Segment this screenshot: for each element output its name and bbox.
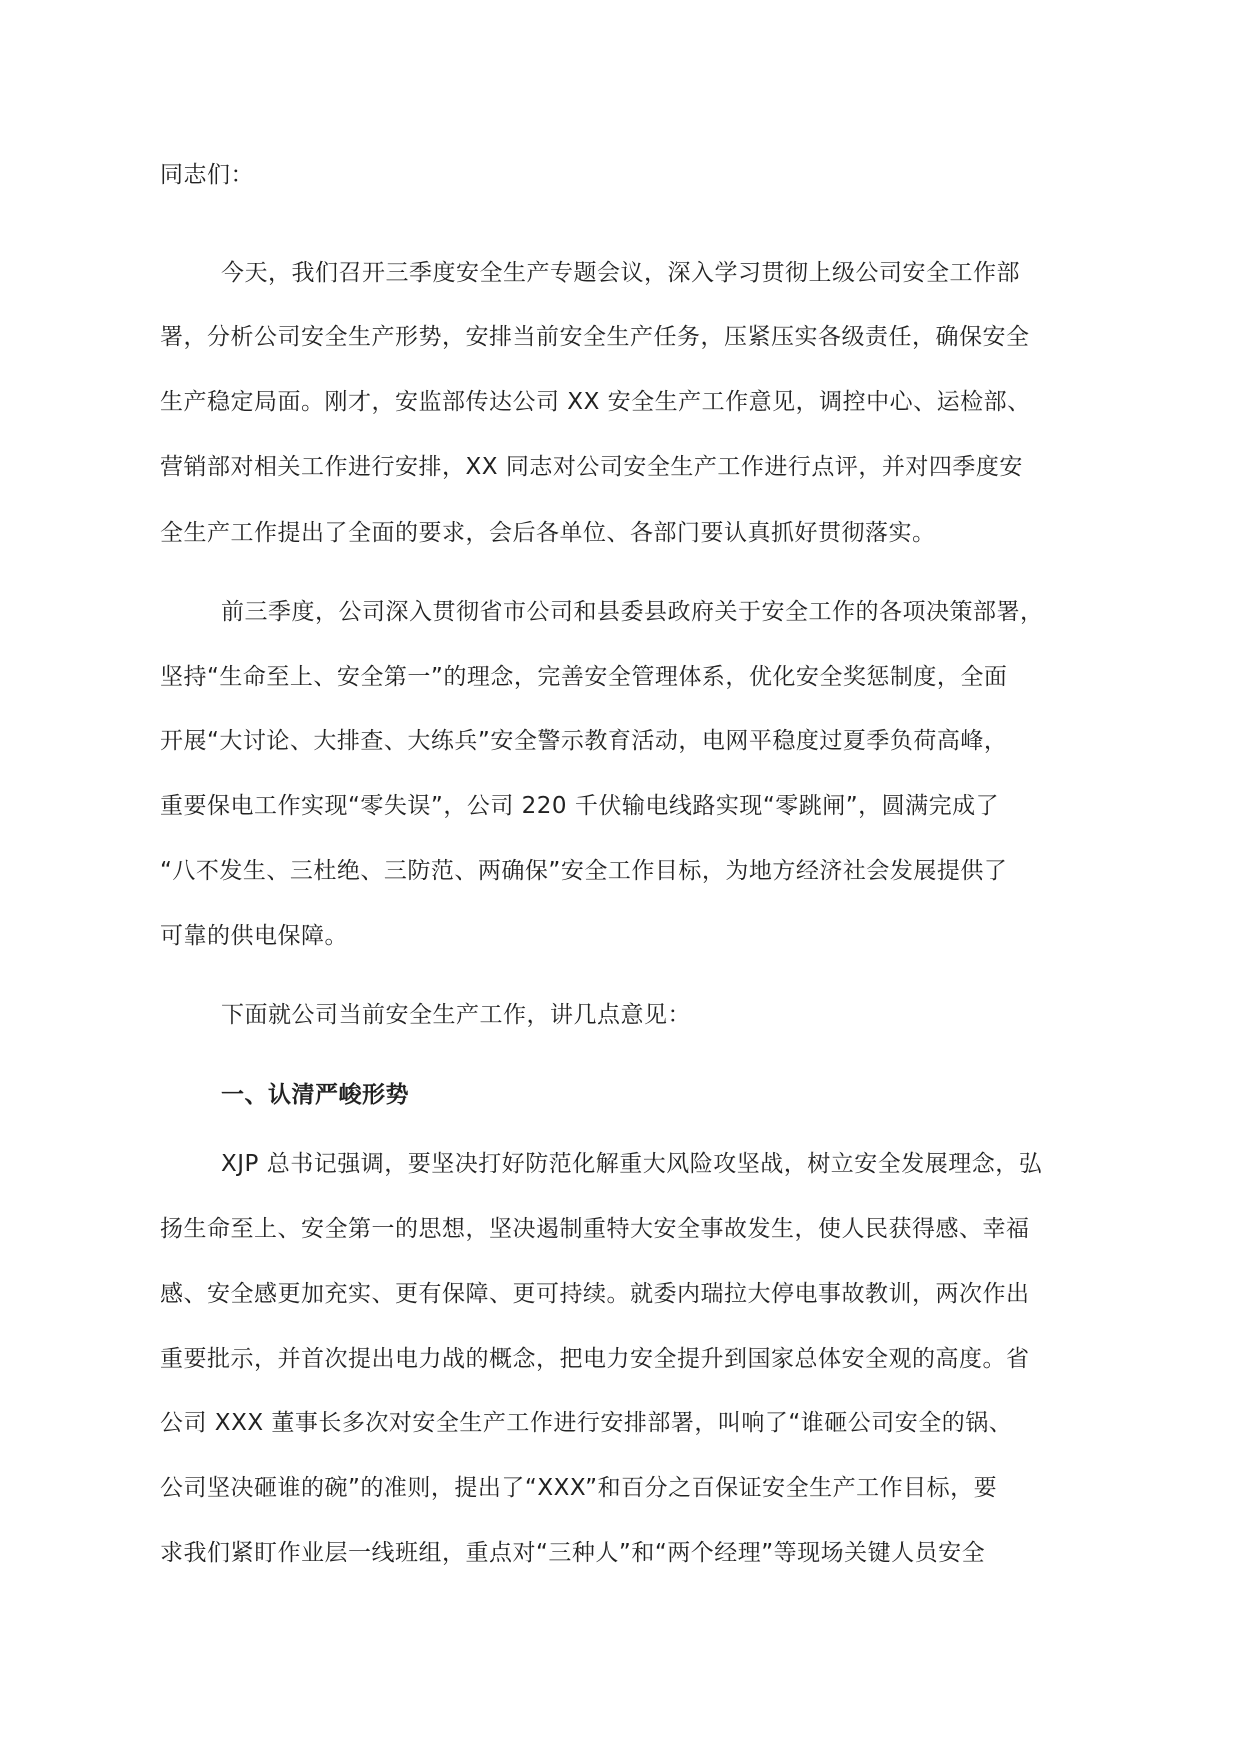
paragraph-line: 署，分析公司安全生产形势，安排当前安全生产任务，压紧压实各级责任，确保安全: [160, 324, 1030, 350]
salutation: 同志们：: [160, 162, 254, 188]
paragraph-line: 感、安全感更加充实、更有保障、更可持续。就委内瑞拉大停电事故教训，两次作出: [160, 1281, 1030, 1307]
paragraph-line: 下面就公司当前安全生产工作，讲几点意见：: [221, 1002, 691, 1028]
paragraph-line: 营销部对相关工作进行安排，XX 同志对公司安全生产工作进行点评，并对四季度安: [160, 454, 1023, 480]
paragraph-line: 公司坚决砸谁的碗”的准则，提出了“XXX”和百分之百保证安全生产工作目标，要: [160, 1475, 998, 1501]
paragraph-line: 重要批示，并首次提出电力战的概念，把电力安全提升到国家总体安全观的高度。省: [160, 1346, 1030, 1372]
section-heading: 一、认清严峻形势: [221, 1082, 409, 1108]
paragraph-line: XJP 总书记强调，要坚决打好防范化解重大风险攻坚战，树立安全发展理念，弘: [221, 1151, 1043, 1177]
paragraph-line: 重要保电工作实现“零失误”，公司 220 千伏输电线路实现“零跳闸”，圆满完成了: [160, 793, 1000, 819]
paragraph-line: 开展“大讨论、大排查、大练兵”安全警示教育活动，电网平稳度过夏季负荷高峰，: [160, 728, 1008, 754]
paragraph-line: “八不发生、三杜绝、三防范、两确保”安全工作目标，为地方经济社会发展提供了: [160, 858, 1008, 884]
paragraph-line: 坚持“生命至上、安全第一”的理念，完善安全管理体系，优化安全奖惩制度，全面: [160, 664, 1008, 690]
paragraph-line: 全生产工作提出了全面的要求，会后各单位、各部门要认真抓好贯彻落实。: [160, 520, 936, 546]
paragraph-line: 前三季度，公司深入贯彻省市公司和县委县政府关于安全工作的各项决策部署，: [221, 599, 1044, 625]
paragraph-line: 公司 XXX 董事长多次对安全生产工作进行安排部署，叫响了“谁砸公司安全的锅、: [160, 1410, 1013, 1436]
paragraph-line: 求我们紧盯作业层一线班组，重点对“三种人”和“两个经理”等现场关键人员安全: [160, 1540, 986, 1566]
paragraph-line: 扬生命至上、安全第一的思想，坚决遏制重特大安全事故发生，使人民获得感、幸福: [160, 1216, 1030, 1242]
paragraph-line: 生产稳定局面。刚才，安监部传达公司 XX 安全生产工作意见，调控中心、运检部、: [160, 389, 1031, 415]
paragraph-line: 今天，我们召开三季度安全生产专题会议，深入学习贯彻上级公司安全工作部: [221, 260, 1020, 286]
paragraph-line: 可靠的供电保障。: [160, 923, 348, 949]
